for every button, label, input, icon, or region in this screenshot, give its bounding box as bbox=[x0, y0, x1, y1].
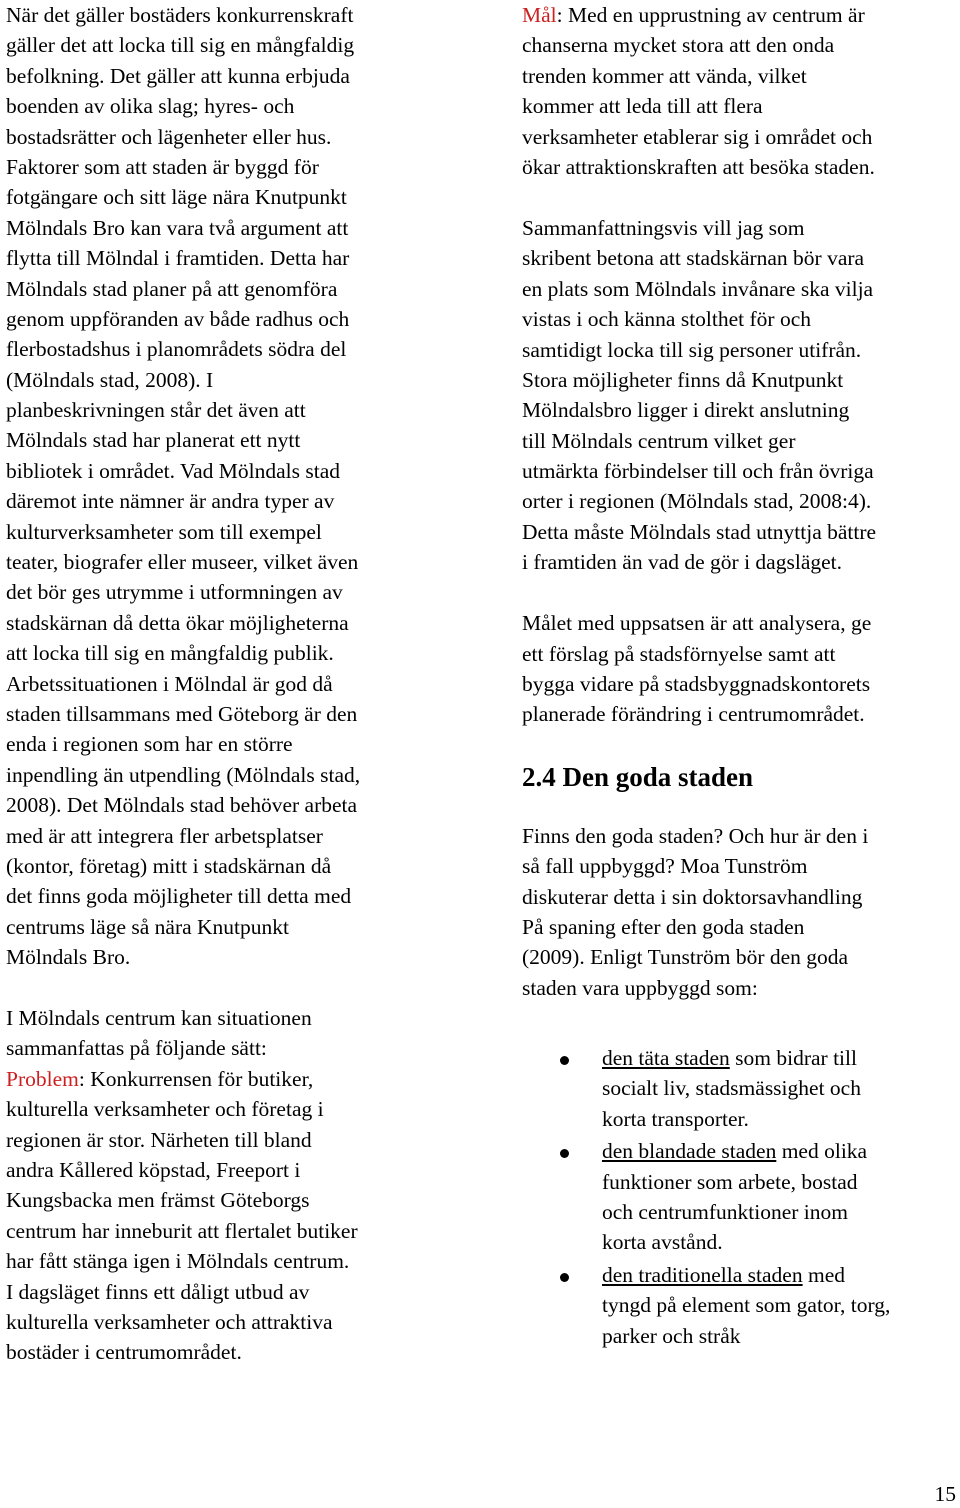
text-line: stadskärnan då detta ökar möjligheterna bbox=[6, 610, 349, 635]
bullet-term: den traditionella staden bbox=[602, 1262, 803, 1287]
text-line: chanserna mycket stora att den onda bbox=[522, 33, 835, 58]
text-line: har fått stänga igen i Mölndals centrum. bbox=[6, 1249, 350, 1274]
bullet-first-line bbox=[602, 1260, 958, 1290]
text-line: samtidigt locka till sig personer utifrån. bbox=[522, 337, 862, 362]
text-line: diskuterar detta i sin doktorsavhandling bbox=[522, 884, 863, 909]
text-line: funktioner som arbete, bostad bbox=[602, 1169, 858, 1194]
text-line: Detta måste Mölndals stad utnyttja bättre bbox=[522, 519, 877, 544]
text-line: regionen är stor. Närheten till bland bbox=[6, 1127, 312, 1152]
text-line: så fall uppbyggd? Moa Tunström bbox=[522, 854, 808, 879]
text-line: Kungsbacka men främst Göteborgs bbox=[6, 1188, 310, 1213]
text-line: kulturella verksamheter och företag i bbox=[6, 1097, 324, 1122]
text-line: I dagsläget finns ett dåligt utbud av bbox=[6, 1279, 310, 1304]
text-line: gäller det att locka till sig en mångfaldig bbox=[6, 33, 355, 58]
text-line: Mölndals stad har planerat ett nytt bbox=[6, 428, 301, 453]
text-line: I Mölndals centrum kan situationen bbox=[6, 1006, 312, 1031]
text-line: centrums läge så nära Knutpunkt bbox=[6, 914, 289, 939]
text-line: bygga vidare på stadsbyggnadskontorets bbox=[522, 672, 871, 696]
text-line: ökar attraktionskraften att besöka staden. bbox=[522, 154, 875, 179]
text-line: planerade förändring i centrumområdet. bbox=[522, 702, 865, 727]
text-line: (Mölndals stad, 2008). I bbox=[6, 367, 214, 392]
left-column bbox=[6, 0, 456, 1368]
text-line: På spaning efter den goda staden bbox=[522, 914, 805, 939]
text-line: sammanfattas på följande sätt: bbox=[6, 1036, 267, 1061]
text-line: det finns goda möjligheter till detta med bbox=[6, 884, 352, 909]
bullet-icon bbox=[560, 1273, 569, 1282]
text-line: kommer att leda till att flera bbox=[522, 94, 763, 119]
bullet-icon bbox=[560, 1149, 569, 1158]
text-line: att locka till sig en mångfaldig publik. bbox=[6, 641, 334, 666]
text-line: Arbetssituationen i Mölndal är god då bbox=[6, 671, 333, 696]
text-line: till Mölndals centrum vilket ger bbox=[522, 428, 796, 453]
text-line: Mölndalsbro ligger i direkt anslutning bbox=[522, 398, 850, 423]
text-line: enda i regionen som har en större bbox=[6, 732, 293, 757]
aim-paragraph bbox=[522, 608, 954, 730]
text-line: flytta till Mölndal i framtiden. Detta har bbox=[6, 246, 350, 271]
text-line: skribent betona att stadskärnan bör vara bbox=[522, 246, 865, 271]
right-column bbox=[522, 0, 954, 1003]
text-line: utmärkta förbindelser till och från övriga bbox=[522, 459, 874, 484]
bullet-text: med olika bbox=[776, 1139, 868, 1164]
text-line: bostadsrätter och lägenheter eller hus. bbox=[6, 124, 332, 149]
text-line: Stora möjligheter finns då Knutpunkt bbox=[522, 367, 844, 392]
text-line: Målet med uppsatsen är att analysera, ge bbox=[522, 611, 872, 636]
text-line: boenden av olika slag; hyres- och bbox=[6, 94, 295, 119]
goal-text: : Med en upprustning av centrum är bbox=[556, 3, 865, 27]
bullet-term: den täta staden bbox=[602, 1046, 730, 1070]
goal-label: Mål bbox=[522, 3, 557, 27]
text-line: korta avstånd. bbox=[602, 1230, 723, 1255]
text-line: Mölndals Bro. bbox=[6, 945, 131, 970]
text-line: flerbostadshus i planområdets södra del bbox=[6, 337, 347, 362]
text-line: Mölndals stad planer på att genomföra bbox=[6, 276, 338, 301]
text-line: genom uppföranden av både radhus och bbox=[6, 306, 350, 331]
text-line: orter i regionen (Mölndals stad, 2008:4). bbox=[522, 489, 872, 514]
list-item bbox=[558, 1043, 958, 1134]
text-line: staden tillsammans med Göteborg är den bbox=[6, 701, 358, 726]
text-line: planbeskrivningen står det även att bbox=[6, 398, 306, 423]
text-line: befolkning. Det gäller att kunna erbjuda bbox=[6, 63, 350, 88]
problem-label: Problem bbox=[6, 1066, 79, 1091]
text-line: teater, biografer eller museer, vilket även bbox=[6, 550, 359, 575]
text-line: När det gäller bostäders konkurrenskraft bbox=[6, 3, 354, 27]
list-item bbox=[558, 1260, 958, 1351]
text-line: verksamheter etablerar sig i området och bbox=[522, 124, 873, 149]
text-line: korta transporter. bbox=[602, 1106, 749, 1131]
text-line: inpendling än utpendling (Mölndals stad, bbox=[6, 762, 361, 787]
bullet-icon bbox=[560, 1056, 569, 1065]
text-line: centrum har inneburit att flertalet butiker bbox=[6, 1218, 358, 1243]
text-line: Faktorer som att staden är byggd för bbox=[6, 154, 319, 179]
text-line: (2009). Enligt Tunström bör den goda bbox=[522, 945, 849, 970]
housing-paragraph bbox=[6, 0, 456, 973]
problem-text: : Konkurrensen för butiker, bbox=[78, 1066, 314, 1091]
situation-paragraph bbox=[6, 1003, 456, 1368]
text-line: Sammanfattningsvis vill jag som bbox=[522, 215, 805, 240]
text-line: med är att integrera fler arbetsplatser bbox=[6, 823, 323, 848]
text-line: staden vara uppbyggd som: bbox=[522, 975, 758, 1000]
text-line: en plats som Mölndals invånare ska vilja bbox=[522, 276, 874, 301]
text-line: däremot inte nämner är andra typer av bbox=[6, 489, 335, 514]
list-item bbox=[558, 1136, 958, 1258]
text-line: och centrumfunktioner inom bbox=[602, 1199, 848, 1224]
paragraph-gap bbox=[522, 182, 954, 213]
text-line: kulturverksamheter som till exempel bbox=[6, 519, 322, 544]
paragraph-gap bbox=[6, 973, 456, 1004]
text-line: kulturella verksamheter och attraktiva bbox=[6, 1310, 333, 1334]
problem-line bbox=[6, 1064, 456, 1094]
text-line: bibliotek i området. Vad Mölndals stad bbox=[6, 458, 341, 483]
text-line: socialt liv, stadsmässighet och bbox=[602, 1076, 861, 1101]
summary-paragraph bbox=[522, 213, 954, 578]
text-line: trenden kommer att vända, vilket bbox=[522, 63, 807, 88]
text-line: Mölndals Bro kan vara två argument att bbox=[6, 215, 349, 240]
text-line: parker och stråk bbox=[602, 1323, 741, 1348]
text-line: Finns den goda staden? Och hur är den i bbox=[522, 823, 869, 848]
text-line: fotgängare och sitt läge nära Knutpunkt bbox=[6, 185, 347, 210]
goal-paragraph bbox=[522, 0, 954, 182]
text-line: det bör ges utrymme i utformningen av bbox=[6, 580, 343, 605]
text-line: bostäder i centrumområdet. bbox=[6, 1340, 242, 1365]
text-line: i framtiden än vad de gör i dagsläget. bbox=[522, 550, 843, 575]
text-line: (kontor, företag) mitt i stadskärnan då bbox=[6, 853, 332, 878]
page-number: 15 bbox=[934, 1482, 956, 1506]
intro-paragraph bbox=[522, 821, 954, 1003]
bullet-list bbox=[558, 1043, 958, 1353]
bullet-term: den blandade staden bbox=[602, 1139, 777, 1164]
bullet-first-line bbox=[602, 1136, 958, 1166]
text-line: tyngd på element som gator, torg, bbox=[602, 1293, 891, 1318]
bullet-text: med bbox=[802, 1262, 846, 1287]
text-line: 2008). Det Mölndals stad behöver arbeta bbox=[6, 793, 358, 818]
paragraph-gap bbox=[522, 578, 954, 609]
text-line: andra Kållered köpstad, Freeport i bbox=[6, 1158, 301, 1183]
text-line: vistas i och känna stolthet för och bbox=[522, 307, 811, 332]
bullet-text: som bidrar till bbox=[729, 1046, 857, 1070]
bullet-first-line bbox=[602, 1043, 958, 1073]
goal-line bbox=[522, 0, 954, 30]
section-heading: 2.4 Den goda staden bbox=[522, 761, 754, 792]
text-line: ett förslag på stadsförnyelse samt att bbox=[522, 641, 836, 666]
